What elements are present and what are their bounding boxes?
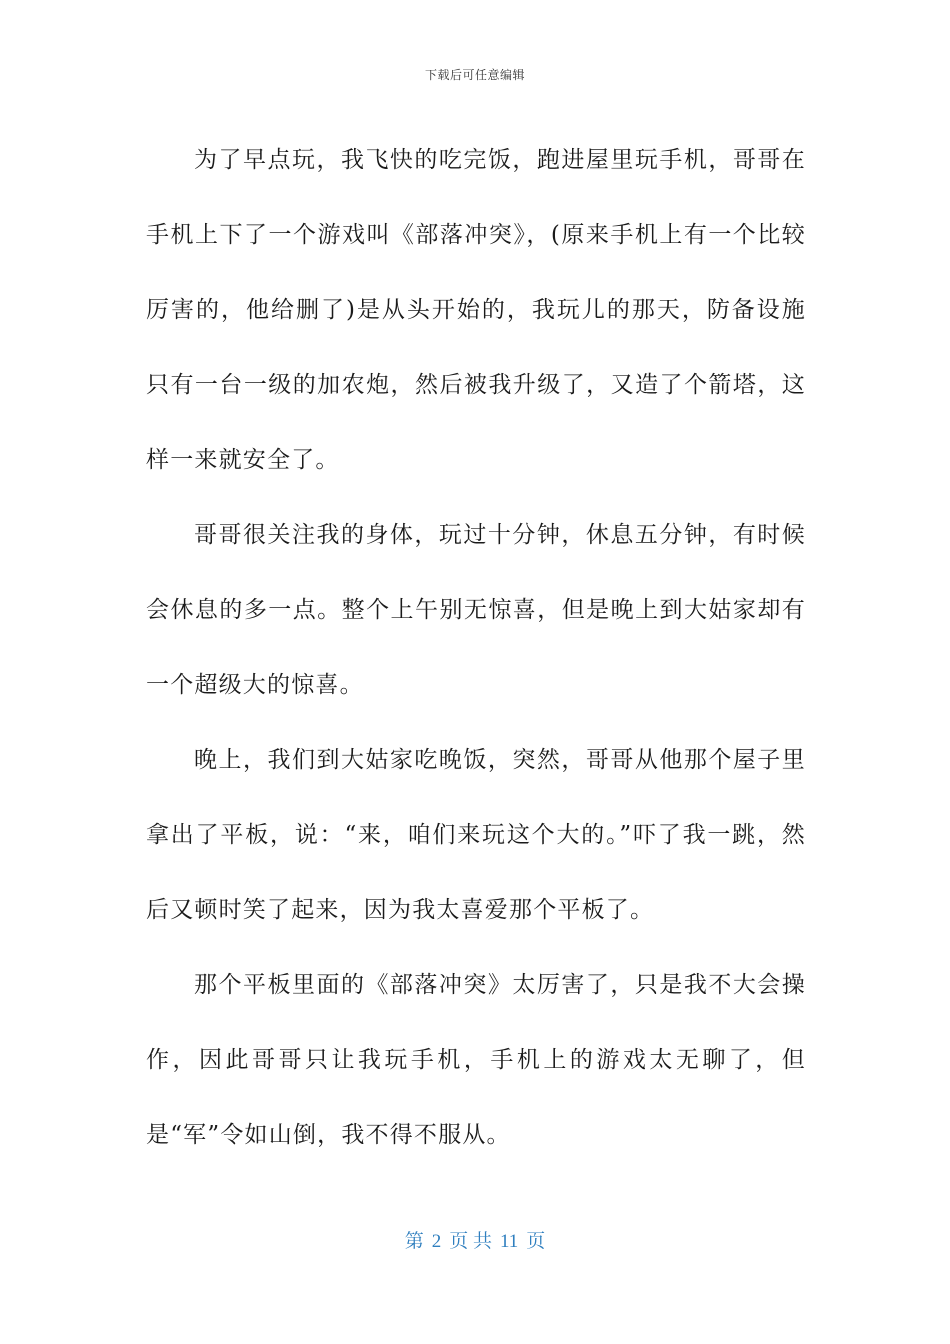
paragraph-2: 哥哥很关注我的身体，玩过十分钟，休息五分钟，有时候会休息的多一点。整个上午别无惊喜，但是晚上到大姑家却有一个超级大的惊喜。 bbox=[146, 522, 806, 698]
paragraph-4: 那个平板里面的《部落冲突》太厉害了，只是我不大会操作，因此哥哥只让我玩手机，手机上的游戏太无聊了，但是“军”令如山倒，我不得不服从。 bbox=[146, 972, 806, 1148]
footer-middle: 页 共 bbox=[449, 1231, 492, 1252]
footer-page-number: 2 bbox=[431, 1231, 442, 1252]
header-note: 下载后可任意编辑 bbox=[424, 68, 525, 82]
footer-total-pages: 11 bbox=[499, 1231, 519, 1252]
document-body bbox=[146, 123, 806, 1173]
paragraph-3: 晚上，我们到大姑家吃晚饭，突然，哥哥从他那个屋子里拿出了平板，说：“来，咱们来玩这个大的。”吓了我一跳，然后又顿时笑了起来，因为我太喜爱那个平板了。 bbox=[146, 747, 806, 923]
paragraph-1: 为了早点玩，我飞快的吃完饭，跑进屋里玩手机，哥哥在手机上下了一个游戏叫《部落冲突》，(原来手机上有一个比较厉害的，他给删了)是从头开始的，我玩儿的那天，防备设施只有一台一级的加农炮，然后被我升级了，又造了个箭塔，这样一来就安全了。 bbox=[146, 147, 806, 473]
page-footer bbox=[0, 1226, 950, 1253]
footer-suffix: 页 bbox=[526, 1231, 546, 1252]
footer-prefix: 第 bbox=[404, 1231, 424, 1252]
